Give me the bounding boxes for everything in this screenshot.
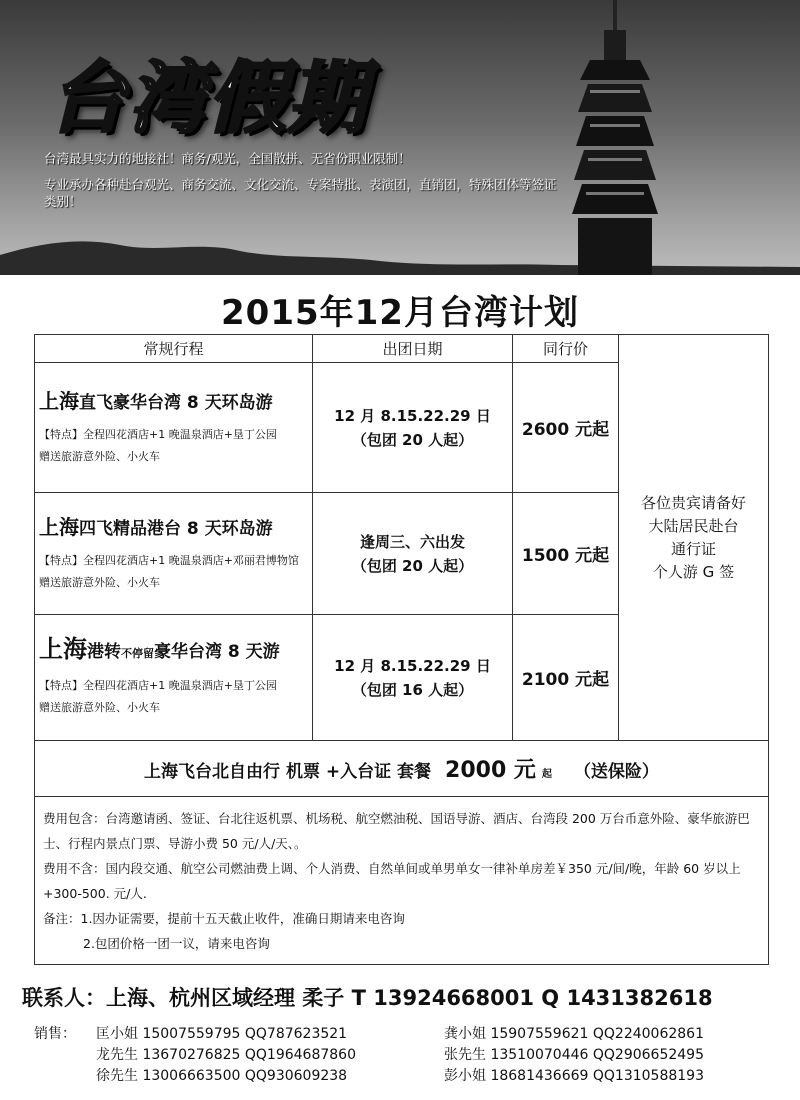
tagline: 台湾最具实力的地接社！商务/观光，全国散拼、无省份职业限制！ (44, 151, 411, 166)
route-gift: 赠送旅游意外险、小火车 (39, 701, 160, 714)
plan-title: 2015年12月台湾计划 (221, 293, 579, 333)
route-name (39, 388, 308, 416)
route-city: 上海 (39, 514, 79, 539)
itinerary-table (34, 334, 769, 965)
note-1: 备注：1.因办证需要，提前十五天截止收件，准确日期请来电咨询 (43, 910, 405, 926)
price-cell: 1500 元起 (513, 493, 619, 615)
route-cell (35, 615, 313, 741)
sales-contact: 龚小姐 15907559621 QQ2240062861 (444, 1026, 704, 1042)
route-title: 直飞豪华台湾 8 天环岛游 (79, 392, 273, 413)
price-cell: 2100 元起 (513, 615, 619, 741)
route-title-small: 不停留 (121, 647, 154, 660)
note-2: 2.包团价格一团一议，请来电咨询 (83, 935, 270, 951)
header-date: 出团日期 (313, 335, 513, 363)
date-cell (313, 363, 513, 493)
sales-column-right (444, 1024, 704, 1087)
sales-contact: 彭小姐 18681436669 QQ1310588193 (444, 1068, 704, 1084)
taipei-101-tower (560, 0, 670, 275)
services-text: 专业承办各种赴台观光、商务交流、文化交流、专案特批、表演团，直销团，特殊团体等签证类别！ (44, 177, 557, 209)
fee-excluded: 费用不含：国内段交通、航空公司燃油费上调、个人消费、自然单间或单男单女一律补单房差￥350 元/间/晚，年龄 60 岁以上+300-500. 元/人. (43, 860, 741, 901)
visa-notice (619, 335, 769, 741)
route-title: 港转 (87, 642, 121, 662)
sales-contact: 徐先生 13006663500 QQ930609238 (96, 1068, 348, 1084)
header-price: 同行价 (513, 335, 619, 363)
date-cell (313, 615, 513, 741)
sales-label: 销售： (34, 1026, 76, 1042)
fee-included: 费用包含：台湾邀请函、签证、台北往返机票、机场税、航空燃油税、国语导游、酒店、台湾段 200 万台币意外险、豪华旅游巴士、行程内景点门票、导游小费 50 元/人/天、。 (43, 810, 750, 851)
departure-date: 逢周三、六出发 (359, 532, 465, 551)
route-feature: 【特点】全程四花酒店+1 晚温泉酒店+垦丁公园 (39, 679, 277, 692)
free-travel-row (35, 741, 769, 797)
route-gift: 赠送旅游意外险、小火车 (39, 575, 160, 589)
route-title: 四飞精品港台 8 天环岛游 (79, 518, 273, 539)
route-city: 上海 (39, 388, 79, 413)
header-route: 常规行程 (35, 335, 313, 363)
route-gift: 赠送旅游意外险、小火车 (39, 449, 160, 463)
notice-line: 各位贵宾请备好 (640, 493, 746, 512)
header-banner (0, 0, 800, 275)
group-size: （包团 20 人起） (351, 556, 474, 575)
price-cell: 2600 元起 (513, 363, 619, 493)
mountain-silhouette (0, 215, 800, 275)
contact-line: 联系人：上海、杭州区域经理 柔子 T 13924668001 Q 1431382618 (22, 986, 713, 1010)
departure-date: 12 月 8.15.22.29 日 (334, 656, 491, 675)
table-header-row (35, 335, 769, 363)
route-name (39, 636, 308, 667)
group-size: （包团 16 人起） (351, 680, 474, 699)
free-travel-price: 2000 元 (445, 758, 536, 783)
route-cell (35, 493, 313, 615)
date-cell (313, 493, 513, 615)
route-cell (35, 363, 313, 493)
sales-contact: 匡小姐 15007559795 QQ787623521 (96, 1026, 348, 1042)
free-travel-cell (35, 741, 769, 797)
sales-column-left (96, 1024, 356, 1087)
route-city: 上海 (39, 635, 87, 663)
route-title: 豪华台湾 8 天游 (154, 642, 280, 662)
free-travel-from: 起 (541, 769, 552, 780)
info-row (35, 797, 769, 965)
free-travel-note: （送保险） (573, 762, 659, 782)
notice-line: 大陆居民赴台 (648, 516, 739, 535)
route-feature: 【特点】全程四花酒店+1 晚温泉酒店+邓丽君博物馆 (39, 553, 299, 567)
sales-contact: 龙先生 13670276825 QQ1964687860 (96, 1047, 356, 1063)
group-size: （包团 20 人起） (351, 430, 474, 449)
notice-line: 通行证 (670, 539, 716, 558)
brand-title: 台湾假期 (48, 54, 369, 144)
departure-date: 12 月 8.15.22.29 日 (334, 406, 491, 425)
sales-contact: 张先生 13510070446 QQ2906652495 (444, 1047, 704, 1063)
route-name (39, 514, 308, 542)
free-travel-text: 上海飞台北自由行 机票 +入台证 套餐 (144, 762, 432, 782)
notice-line: 个人游 G 签 (652, 562, 735, 581)
info-cell (35, 797, 769, 965)
route-feature: 【特点】全程四花酒店+1 晚温泉酒店+垦丁公园 (39, 427, 277, 441)
